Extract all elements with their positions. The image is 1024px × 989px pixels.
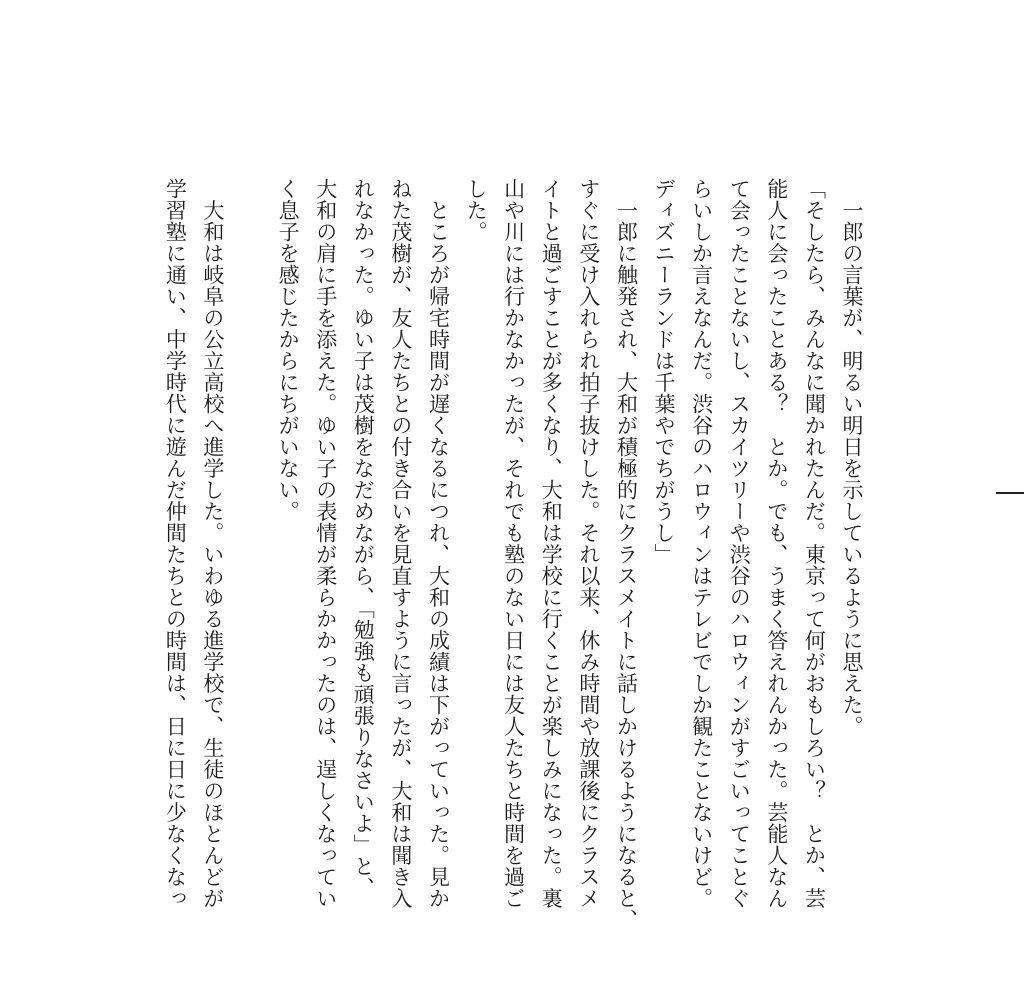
- text-line-16: く息子を感じたからにちがいない。: [276, 178, 301, 522]
- text-line-4: て会ったことないし、スカイツリーや渋谷のハロウィンがすごいってことぐ: [727, 178, 752, 909]
- text-line-14: れなかった。ゆい子は茂樹をなだめながら、「勉強も頑張りなさいよ」と、: [351, 178, 376, 899]
- text-line-1: 一郎の言葉が、明るい明日を示しているように思えた。: [840, 178, 864, 737]
- text-line-18: 学習塾に通い、中学時代に遊んだ仲間たちとの時間は、日に日に少なくなっ: [163, 178, 188, 909]
- text-line-11: した。: [464, 178, 489, 243]
- text-line-10: 山や川には行かなかったが、それでも塾のない日には友人たちと時間を過ご: [501, 178, 526, 909]
- text-line-13: ねた茂樹が、友人たちとの付き合いを見直すように言ったが、大和は聞き入: [388, 178, 413, 909]
- text-line-5: らいしか言えなんだ。渋谷のハロウィンはテレビでしか観たことないけど。: [689, 178, 714, 909]
- text-line-6: ディズニーランドは千葉やでちがうし」: [652, 178, 677, 565]
- text-line-7: 一郎に触発され、大和が積極的にクラスメイトに話しかけるようになると、: [614, 178, 639, 931]
- text-line-3: 能人に会ったことある？ とか。でも、うまく答えれんかった。芸能人なん: [764, 178, 789, 909]
- text-line-8: すぐに受け入れられ拍子抜けした。それ以来、休み時間や放課後にクラスメ: [576, 178, 601, 909]
- text-line-15: 大和の肩に手を添えた。ゆい子の表情が柔らかかったのは、逞しくなってい: [313, 178, 338, 909]
- page-edge-mark: [996, 492, 1024, 494]
- text-line-17: 大和は岐阜の公立高校へ進学した。いわゆる進学校で、生徒のほとんどが: [200, 178, 225, 909]
- text-line-9: イトと過ごすことが多くなり、大和は学校に行くことが楽しみになった。裏: [539, 178, 564, 909]
- text-line-12: ところが帰宅時間が遅くなるにつれ、大和の成績は下がっていった。見か: [426, 178, 451, 909]
- text-line-2: 「そしたら、みんなに聞かれたんだ。東京って何がおもしろい？ とか、芸: [802, 178, 827, 909]
- vertical-text-body: [150, 178, 870, 931]
- blank-line: [231, 178, 269, 898]
